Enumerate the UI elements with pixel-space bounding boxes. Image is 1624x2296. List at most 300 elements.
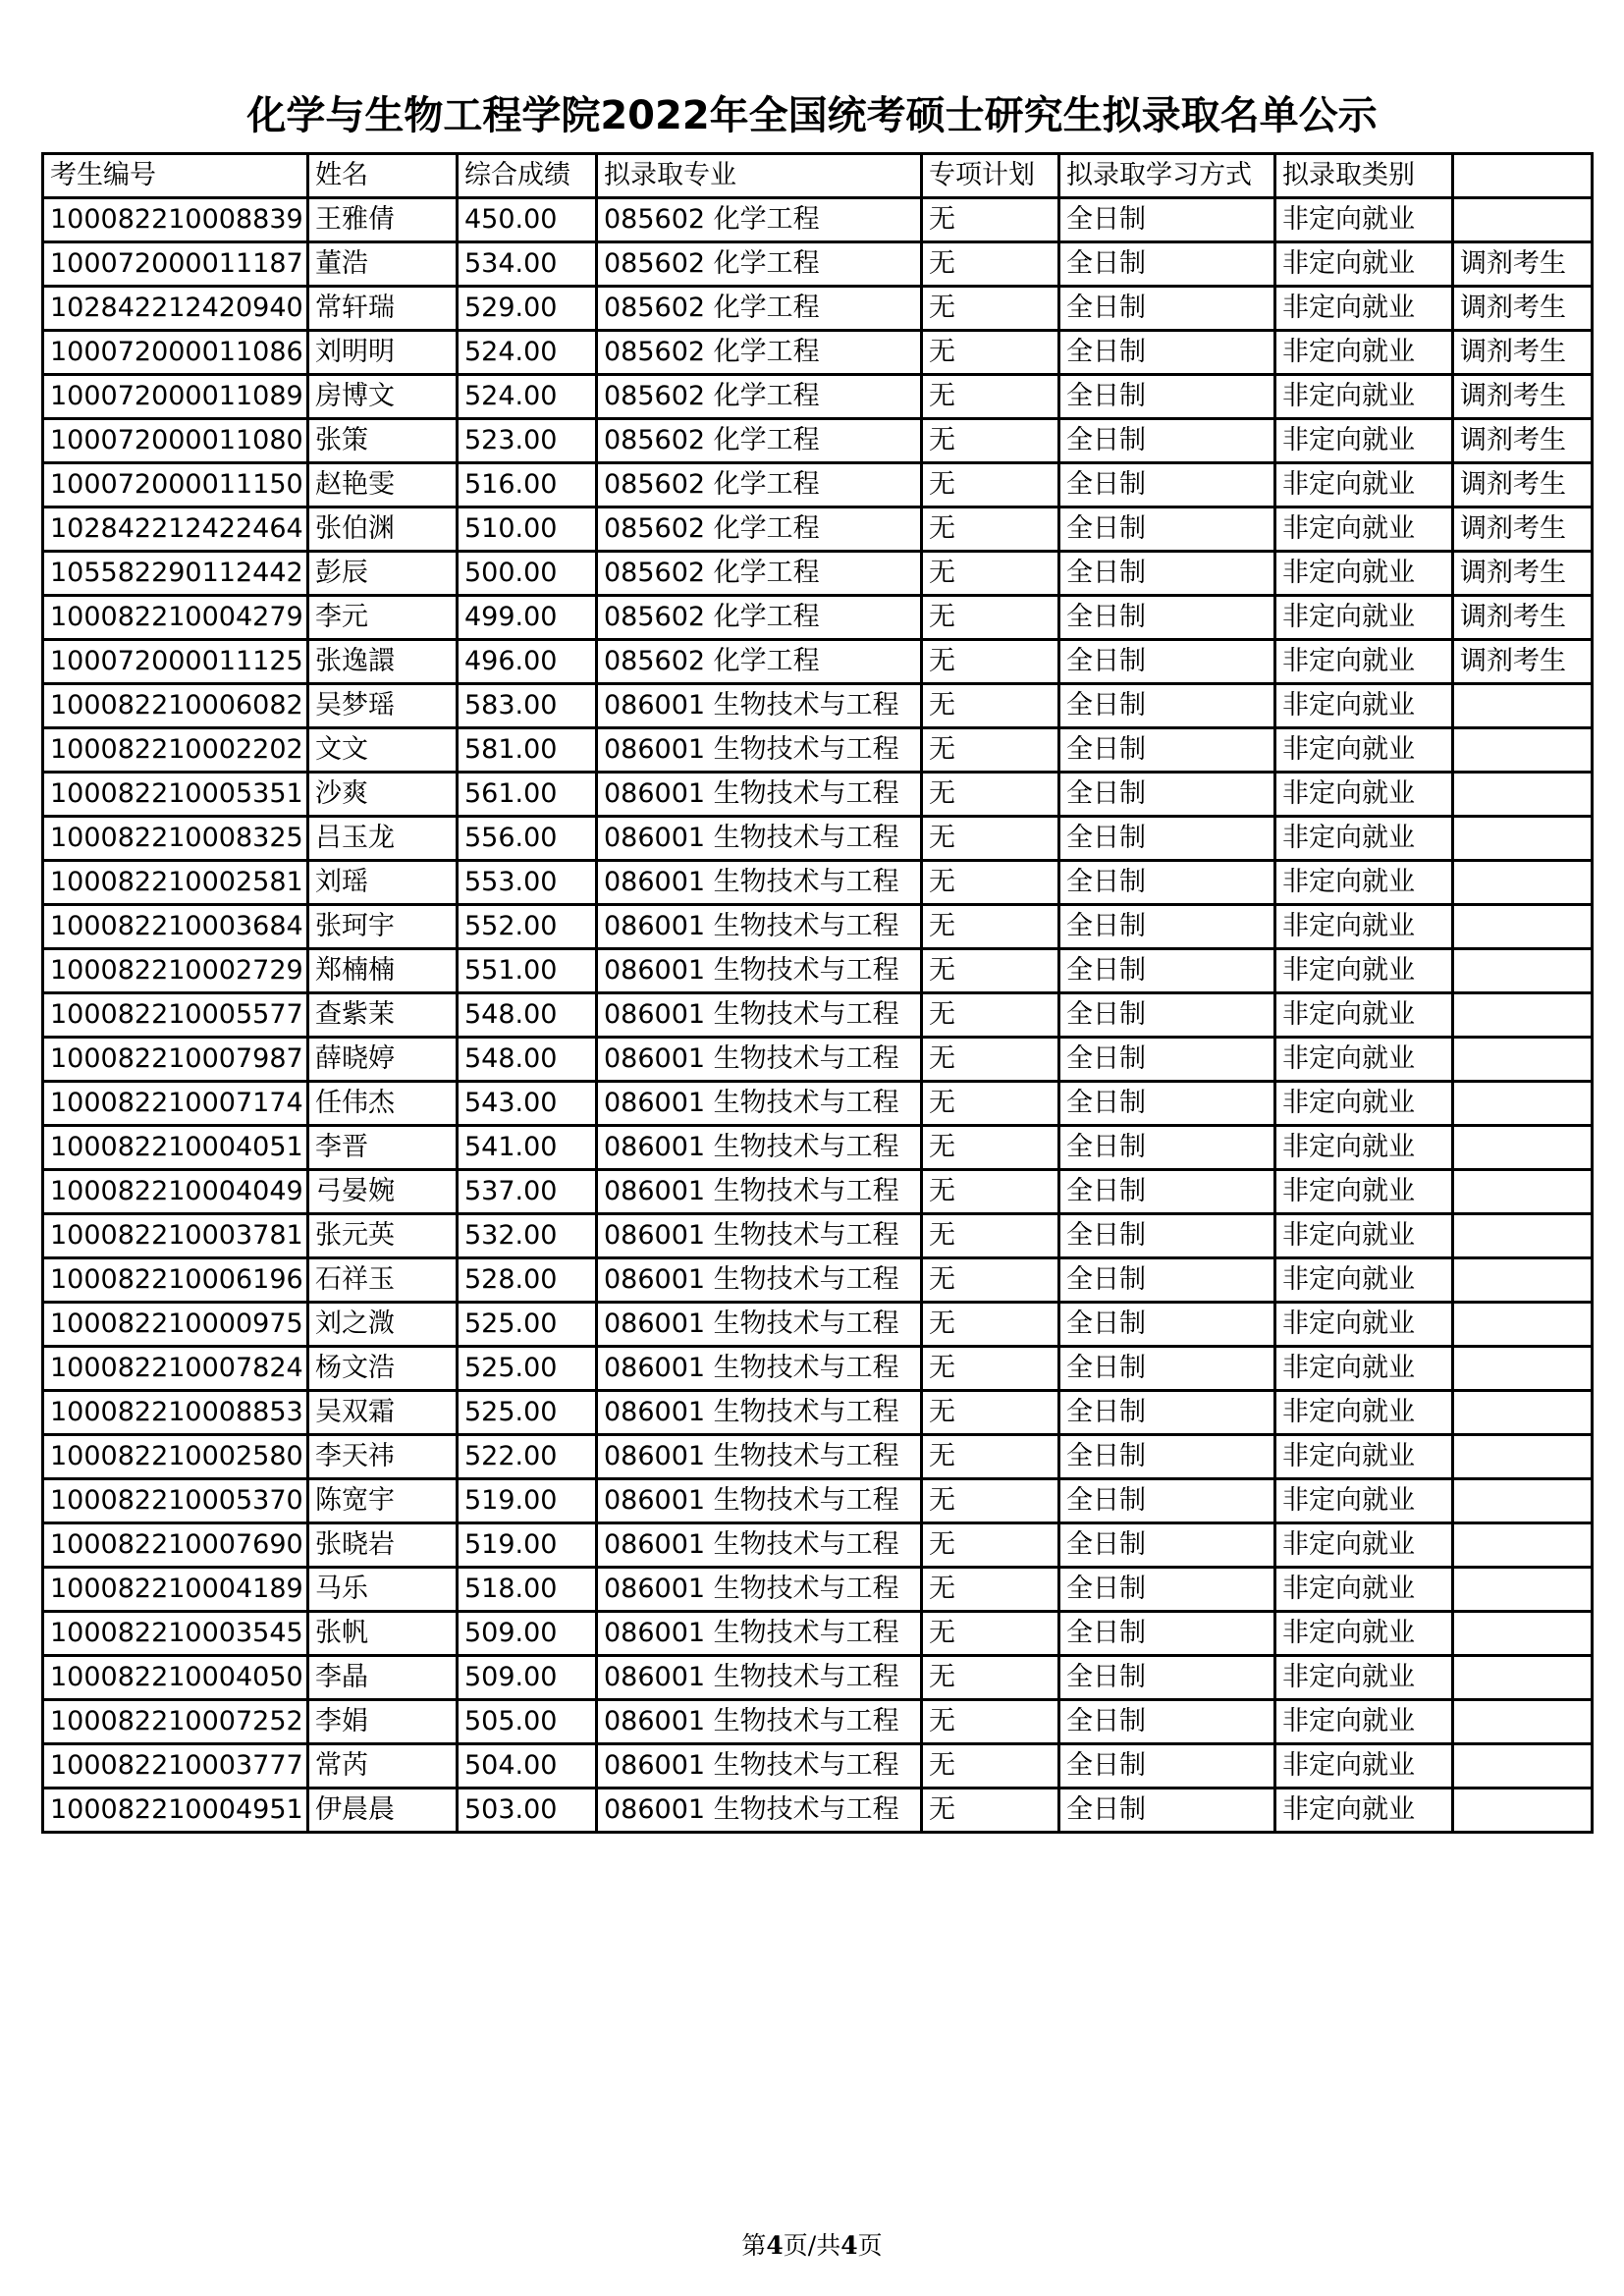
cell-special-plan: 无 xyxy=(922,507,1059,552)
cell-special-plan: 无 xyxy=(922,993,1059,1038)
table-row xyxy=(43,861,1593,905)
cell-name: 刘瑶 xyxy=(308,861,458,905)
cell-name: 李娟 xyxy=(308,1700,458,1744)
cell-name: 吴梦瑶 xyxy=(308,684,458,728)
cell-major: 086001 生物技术与工程 xyxy=(597,1170,922,1214)
cell-note xyxy=(1453,684,1593,728)
cell-name: 常芮 xyxy=(308,1744,458,1789)
table-row xyxy=(43,1126,1593,1170)
cell-note: 调剂考生 xyxy=(1453,242,1593,287)
cell-score: 537.00 xyxy=(458,1170,597,1214)
cell-study-mode: 全日制 xyxy=(1059,1082,1275,1126)
cell-major: 086001 生物技术与工程 xyxy=(597,1612,922,1656)
cell-major: 086001 生物技术与工程 xyxy=(597,1568,922,1612)
header-candidate-id: 考生编号 xyxy=(43,154,308,198)
cell-category: 非定向就业 xyxy=(1275,640,1453,684)
cell-major: 085602 化学工程 xyxy=(597,507,922,552)
cell-special-plan: 无 xyxy=(922,1789,1059,1833)
cell-candidate-id: 100082210006196 xyxy=(43,1258,308,1303)
cell-category: 非定向就业 xyxy=(1275,817,1453,861)
cell-note xyxy=(1453,198,1593,242)
cell-special-plan: 无 xyxy=(922,1523,1059,1568)
table-row xyxy=(43,773,1593,817)
cell-study-mode: 全日制 xyxy=(1059,905,1275,949)
cell-candidate-id: 102842212420940 xyxy=(43,287,308,331)
cell-major: 086001 生物技术与工程 xyxy=(597,1523,922,1568)
cell-category: 非定向就业 xyxy=(1275,1170,1453,1214)
cell-note xyxy=(1453,728,1593,773)
cell-candidate-id: 100082210004279 xyxy=(43,596,308,640)
cell-score: 504.00 xyxy=(458,1744,597,1789)
cell-special-plan: 无 xyxy=(922,1700,1059,1744)
cell-candidate-id: 100082210002202 xyxy=(43,728,308,773)
cell-candidate-id: 100082210004049 xyxy=(43,1170,308,1214)
table-row xyxy=(43,1479,1593,1523)
cell-category: 非定向就业 xyxy=(1275,287,1453,331)
cell-special-plan: 无 xyxy=(922,1258,1059,1303)
cell-name: 薛晓婷 xyxy=(308,1038,458,1082)
cell-name: 张珂宇 xyxy=(308,905,458,949)
header-name: 姓名 xyxy=(308,154,458,198)
cell-candidate-id: 100072000011125 xyxy=(43,640,308,684)
cell-study-mode: 全日制 xyxy=(1059,1700,1275,1744)
cell-special-plan: 无 xyxy=(922,640,1059,684)
cell-study-mode: 全日制 xyxy=(1059,331,1275,375)
table-row xyxy=(43,817,1593,861)
cell-note xyxy=(1453,1258,1593,1303)
cell-candidate-id: 100082210000975 xyxy=(43,1303,308,1347)
cell-study-mode: 全日制 xyxy=(1059,1347,1275,1391)
cell-note: 调剂考生 xyxy=(1453,552,1593,596)
table-row xyxy=(43,728,1593,773)
cell-study-mode: 全日制 xyxy=(1059,1303,1275,1347)
cell-score: 450.00 xyxy=(458,198,597,242)
cell-major: 086001 生物技术与工程 xyxy=(597,1744,922,1789)
cell-special-plan: 无 xyxy=(922,1303,1059,1347)
cell-study-mode: 全日制 xyxy=(1059,198,1275,242)
cell-study-mode: 全日制 xyxy=(1059,375,1275,419)
table-row xyxy=(43,1082,1593,1126)
cell-note xyxy=(1453,861,1593,905)
cell-name: 赵艳雯 xyxy=(308,463,458,507)
cell-score: 553.00 xyxy=(458,861,597,905)
cell-candidate-id: 100082210003545 xyxy=(43,1612,308,1656)
table-row xyxy=(43,1170,1593,1214)
cell-score: 525.00 xyxy=(458,1303,597,1347)
cell-note: 调剂考生 xyxy=(1453,640,1593,684)
cell-category: 非定向就业 xyxy=(1275,684,1453,728)
cell-special-plan: 无 xyxy=(922,817,1059,861)
cell-category: 非定向就业 xyxy=(1275,773,1453,817)
cell-major: 085602 化学工程 xyxy=(597,463,922,507)
cell-study-mode: 全日制 xyxy=(1059,596,1275,640)
cell-score: 532.00 xyxy=(458,1214,597,1258)
cell-major: 086001 生物技术与工程 xyxy=(597,817,922,861)
cell-category: 非定向就业 xyxy=(1275,552,1453,596)
cell-major: 086001 生物技术与工程 xyxy=(597,728,922,773)
cell-study-mode: 全日制 xyxy=(1059,1523,1275,1568)
cell-note xyxy=(1453,1126,1593,1170)
cell-special-plan: 无 xyxy=(922,1391,1059,1435)
footer-total-pages: 4 xyxy=(840,2231,858,2260)
table-row xyxy=(43,242,1593,287)
cell-category: 非定向就业 xyxy=(1275,1479,1453,1523)
cell-candidate-id: 100082210005577 xyxy=(43,993,308,1038)
cell-score: 548.00 xyxy=(458,1038,597,1082)
cell-special-plan: 无 xyxy=(922,861,1059,905)
cell-name: 张元英 xyxy=(308,1214,458,1258)
cell-note xyxy=(1453,1214,1593,1258)
table-row xyxy=(43,1656,1593,1700)
cell-note: 调剂考生 xyxy=(1453,596,1593,640)
header-note xyxy=(1453,154,1593,198)
table-row xyxy=(43,993,1593,1038)
cell-category: 非定向就业 xyxy=(1275,1258,1453,1303)
cell-note xyxy=(1453,773,1593,817)
cell-study-mode: 全日制 xyxy=(1059,1258,1275,1303)
cell-major: 086001 生物技术与工程 xyxy=(597,1258,922,1303)
cell-name: 李晶 xyxy=(308,1656,458,1700)
cell-note: 调剂考生 xyxy=(1453,419,1593,463)
cell-category: 非定向就业 xyxy=(1275,905,1453,949)
cell-note: 调剂考生 xyxy=(1453,331,1593,375)
header-major: 拟录取专业 xyxy=(597,154,922,198)
cell-score: 551.00 xyxy=(458,949,597,993)
cell-note xyxy=(1453,949,1593,993)
cell-major: 086001 生物技术与工程 xyxy=(597,861,922,905)
cell-score: 519.00 xyxy=(458,1523,597,1568)
cell-major: 086001 生物技术与工程 xyxy=(597,1303,922,1347)
cell-score: 500.00 xyxy=(458,552,597,596)
cell-major: 086001 生物技术与工程 xyxy=(597,1435,922,1479)
table-row xyxy=(43,1258,1593,1303)
cell-category: 非定向就业 xyxy=(1275,728,1453,773)
cell-candidate-id: 100072000011080 xyxy=(43,419,308,463)
table-row xyxy=(43,1038,1593,1082)
cell-name: 石祥玉 xyxy=(308,1258,458,1303)
cell-note: 调剂考生 xyxy=(1453,463,1593,507)
cell-special-plan: 无 xyxy=(922,905,1059,949)
cell-score: 510.00 xyxy=(458,507,597,552)
cell-score: 509.00 xyxy=(458,1656,597,1700)
cell-category: 非定向就业 xyxy=(1275,1347,1453,1391)
cell-name: 郑楠楠 xyxy=(308,949,458,993)
cell-study-mode: 全日制 xyxy=(1059,1435,1275,1479)
cell-score: 529.00 xyxy=(458,287,597,331)
cell-category: 非定向就业 xyxy=(1275,1214,1453,1258)
cell-study-mode: 全日制 xyxy=(1059,1391,1275,1435)
cell-major: 085602 化学工程 xyxy=(597,242,922,287)
cell-score: 496.00 xyxy=(458,640,597,684)
cell-note: 调剂考生 xyxy=(1453,287,1593,331)
cell-category: 非定向就业 xyxy=(1275,1435,1453,1479)
cell-study-mode: 全日制 xyxy=(1059,993,1275,1038)
footer-page-number: 4 xyxy=(766,2231,784,2260)
table-row xyxy=(43,198,1593,242)
cell-category: 非定向就业 xyxy=(1275,1789,1453,1833)
cell-study-mode: 全日制 xyxy=(1059,463,1275,507)
header-row xyxy=(43,154,1593,198)
cell-score: 561.00 xyxy=(458,773,597,817)
cell-special-plan: 无 xyxy=(922,1082,1059,1126)
cell-note xyxy=(1453,1391,1593,1435)
cell-note xyxy=(1453,1612,1593,1656)
cell-category: 非定向就业 xyxy=(1275,1126,1453,1170)
footer-prefix: 第 xyxy=(741,2231,767,2260)
table-row xyxy=(43,463,1593,507)
cell-study-mode: 全日制 xyxy=(1059,773,1275,817)
cell-category: 非定向就业 xyxy=(1275,1038,1453,1082)
cell-special-plan: 无 xyxy=(922,1612,1059,1656)
table-row xyxy=(43,684,1593,728)
table-row xyxy=(43,1700,1593,1744)
cell-special-plan: 无 xyxy=(922,463,1059,507)
cell-name: 张帆 xyxy=(308,1612,458,1656)
table-row xyxy=(43,375,1593,419)
cell-score: 523.00 xyxy=(458,419,597,463)
cell-name: 张逸譞 xyxy=(308,640,458,684)
cell-note xyxy=(1453,1789,1593,1833)
cell-score: 519.00 xyxy=(458,1479,597,1523)
cell-special-plan: 无 xyxy=(922,1435,1059,1479)
cell-note xyxy=(1453,1700,1593,1744)
cell-name: 沙爽 xyxy=(308,773,458,817)
table-row xyxy=(43,1303,1593,1347)
cell-candidate-id: 100082210008839 xyxy=(43,198,308,242)
cell-category: 非定向就业 xyxy=(1275,1523,1453,1568)
cell-note xyxy=(1453,817,1593,861)
cell-candidate-id: 100082210004951 xyxy=(43,1789,308,1833)
page-footer xyxy=(0,2226,1624,2262)
cell-major: 085602 化学工程 xyxy=(597,552,922,596)
cell-category: 非定向就业 xyxy=(1275,331,1453,375)
table-row xyxy=(43,1789,1593,1833)
table-row xyxy=(43,1391,1593,1435)
cell-score: 581.00 xyxy=(458,728,597,773)
table-row xyxy=(43,1214,1593,1258)
footer-suffix: 页 xyxy=(857,2231,883,2260)
cell-special-plan: 无 xyxy=(922,1744,1059,1789)
cell-category: 非定向就业 xyxy=(1275,198,1453,242)
cell-special-plan: 无 xyxy=(922,728,1059,773)
page-title: 化学与生物工程学院2022年全国统考硕士研究生拟录取名单公示 xyxy=(246,93,1378,138)
cell-special-plan: 无 xyxy=(922,331,1059,375)
cell-special-plan: 无 xyxy=(922,1568,1059,1612)
cell-note xyxy=(1453,1435,1593,1479)
cell-name: 吴双霜 xyxy=(308,1391,458,1435)
cell-score: 524.00 xyxy=(458,331,597,375)
cell-name: 李晋 xyxy=(308,1126,458,1170)
cell-name: 陈宽宇 xyxy=(308,1479,458,1523)
header-category: 拟录取类别 xyxy=(1275,154,1453,198)
cell-name: 刘明明 xyxy=(308,331,458,375)
cell-name: 弓晏婉 xyxy=(308,1170,458,1214)
cell-study-mode: 全日制 xyxy=(1059,1744,1275,1789)
cell-score: 541.00 xyxy=(458,1126,597,1170)
cell-major: 086001 生物技术与工程 xyxy=(597,684,922,728)
header-special-plan: 专项计划 xyxy=(922,154,1059,198)
cell-category: 非定向就业 xyxy=(1275,861,1453,905)
cell-score: 522.00 xyxy=(458,1435,597,1479)
cell-name: 李元 xyxy=(308,596,458,640)
cell-special-plan: 无 xyxy=(922,552,1059,596)
cell-category: 非定向就业 xyxy=(1275,507,1453,552)
cell-candidate-id: 100082210002581 xyxy=(43,861,308,905)
cell-major: 086001 生物技术与工程 xyxy=(597,905,922,949)
cell-candidate-id: 100082210003777 xyxy=(43,1744,308,1789)
table-row xyxy=(43,331,1593,375)
admission-table xyxy=(41,152,1594,1834)
table-row xyxy=(43,1612,1593,1656)
cell-study-mode: 全日制 xyxy=(1059,1479,1275,1523)
cell-major: 086001 生物技术与工程 xyxy=(597,1789,922,1833)
cell-candidate-id: 100072000011187 xyxy=(43,242,308,287)
cell-study-mode: 全日制 xyxy=(1059,1656,1275,1700)
cell-category: 非定向就业 xyxy=(1275,596,1453,640)
cell-candidate-id: 100072000011150 xyxy=(43,463,308,507)
cell-score: 552.00 xyxy=(458,905,597,949)
cell-name: 房博文 xyxy=(308,375,458,419)
cell-special-plan: 无 xyxy=(922,198,1059,242)
cell-score: 548.00 xyxy=(458,993,597,1038)
table-row xyxy=(43,1523,1593,1568)
cell-study-mode: 全日制 xyxy=(1059,949,1275,993)
cell-major: 086001 生物技术与工程 xyxy=(597,1082,922,1126)
cell-candidate-id: 100082210006082 xyxy=(43,684,308,728)
cell-candidate-id: 100082210008325 xyxy=(43,817,308,861)
cell-special-plan: 无 xyxy=(922,1170,1059,1214)
cell-score: 556.00 xyxy=(458,817,597,861)
table-row xyxy=(43,287,1593,331)
cell-candidate-id: 100082210005370 xyxy=(43,1479,308,1523)
cell-score: 499.00 xyxy=(458,596,597,640)
cell-study-mode: 全日制 xyxy=(1059,287,1275,331)
table-row xyxy=(43,640,1593,684)
cell-special-plan: 无 xyxy=(922,1126,1059,1170)
cell-score: 528.00 xyxy=(458,1258,597,1303)
cell-major: 085602 化学工程 xyxy=(597,331,922,375)
cell-study-mode: 全日制 xyxy=(1059,1214,1275,1258)
cell-name: 张策 xyxy=(308,419,458,463)
table-row xyxy=(43,1435,1593,1479)
cell-special-plan: 无 xyxy=(922,949,1059,993)
cell-candidate-id: 100082210003684 xyxy=(43,905,308,949)
cell-note: 调剂考生 xyxy=(1453,507,1593,552)
cell-name: 杨文浩 xyxy=(308,1347,458,1391)
cell-name: 常轩瑞 xyxy=(308,287,458,331)
cell-name: 马乐 xyxy=(308,1568,458,1612)
table-row xyxy=(43,507,1593,552)
table-row xyxy=(43,419,1593,463)
cell-category: 非定向就业 xyxy=(1275,463,1453,507)
cell-study-mode: 全日制 xyxy=(1059,1038,1275,1082)
cell-special-plan: 无 xyxy=(922,596,1059,640)
cell-category: 非定向就业 xyxy=(1275,1303,1453,1347)
cell-study-mode: 全日制 xyxy=(1059,507,1275,552)
cell-study-mode: 全日制 xyxy=(1059,684,1275,728)
cell-category: 非定向就业 xyxy=(1275,1744,1453,1789)
cell-note xyxy=(1453,1347,1593,1391)
cell-candidate-id: 100082210002729 xyxy=(43,949,308,993)
cell-note xyxy=(1453,1303,1593,1347)
cell-special-plan: 无 xyxy=(922,287,1059,331)
cell-candidate-id: 100082210005351 xyxy=(43,773,308,817)
cell-candidate-id: 102842212422464 xyxy=(43,507,308,552)
table-row xyxy=(43,949,1593,993)
cell-candidate-id: 100082210007174 xyxy=(43,1082,308,1126)
cell-note xyxy=(1453,1038,1593,1082)
cell-study-mode: 全日制 xyxy=(1059,1789,1275,1833)
cell-score: 525.00 xyxy=(458,1391,597,1435)
cell-name: 彭辰 xyxy=(308,552,458,596)
cell-name: 文文 xyxy=(308,728,458,773)
cell-category: 非定向就业 xyxy=(1275,1700,1453,1744)
cell-note xyxy=(1453,1656,1593,1700)
header-score: 综合成绩 xyxy=(458,154,597,198)
cell-score: 534.00 xyxy=(458,242,597,287)
cell-note: 调剂考生 xyxy=(1453,375,1593,419)
cell-special-plan: 无 xyxy=(922,1656,1059,1700)
cell-candidate-id: 100082210007824 xyxy=(43,1347,308,1391)
cell-candidate-id: 100082210004050 xyxy=(43,1656,308,1700)
cell-study-mode: 全日制 xyxy=(1059,419,1275,463)
cell-special-plan: 无 xyxy=(922,773,1059,817)
table-row xyxy=(43,596,1593,640)
cell-special-plan: 无 xyxy=(922,1347,1059,1391)
cell-major: 085602 化学工程 xyxy=(597,198,922,242)
cell-category: 非定向就业 xyxy=(1275,949,1453,993)
cell-note xyxy=(1453,1523,1593,1568)
cell-name: 吕玉龙 xyxy=(308,817,458,861)
cell-major: 086001 生物技术与工程 xyxy=(597,773,922,817)
cell-study-mode: 全日制 xyxy=(1059,242,1275,287)
cell-note xyxy=(1453,1170,1593,1214)
cell-category: 非定向就业 xyxy=(1275,1568,1453,1612)
cell-note xyxy=(1453,1744,1593,1789)
cell-major: 086001 生物技术与工程 xyxy=(597,1126,922,1170)
cell-note xyxy=(1453,905,1593,949)
cell-special-plan: 无 xyxy=(922,375,1059,419)
cell-candidate-id: 100082210004189 xyxy=(43,1568,308,1612)
cell-name: 查紫茉 xyxy=(308,993,458,1038)
cell-special-plan: 无 xyxy=(922,684,1059,728)
table-row xyxy=(43,905,1593,949)
cell-candidate-id: 100082210004051 xyxy=(43,1126,308,1170)
cell-candidate-id: 100082210003781 xyxy=(43,1214,308,1258)
cell-name: 张伯渊 xyxy=(308,507,458,552)
cell-special-plan: 无 xyxy=(922,1479,1059,1523)
cell-score: 503.00 xyxy=(458,1789,597,1833)
cell-candidate-id: 105582290112442 xyxy=(43,552,308,596)
cell-major: 086001 生物技术与工程 xyxy=(597,1700,922,1744)
cell-major: 085602 化学工程 xyxy=(597,596,922,640)
cell-study-mode: 全日制 xyxy=(1059,1126,1275,1170)
header-study-mode: 拟录取学习方式 xyxy=(1059,154,1275,198)
cell-score: 583.00 xyxy=(458,684,597,728)
cell-study-mode: 全日制 xyxy=(1059,728,1275,773)
cell-category: 非定向就业 xyxy=(1275,993,1453,1038)
cell-category: 非定向就业 xyxy=(1275,1082,1453,1126)
cell-category: 非定向就业 xyxy=(1275,1656,1453,1700)
cell-major: 085602 化学工程 xyxy=(597,287,922,331)
cell-note xyxy=(1453,1479,1593,1523)
cell-special-plan: 无 xyxy=(922,419,1059,463)
cell-score: 516.00 xyxy=(458,463,597,507)
table-row xyxy=(43,552,1593,596)
cell-major: 086001 生物技术与工程 xyxy=(597,1038,922,1082)
cell-score: 543.00 xyxy=(458,1082,597,1126)
cell-special-plan: 无 xyxy=(922,1038,1059,1082)
